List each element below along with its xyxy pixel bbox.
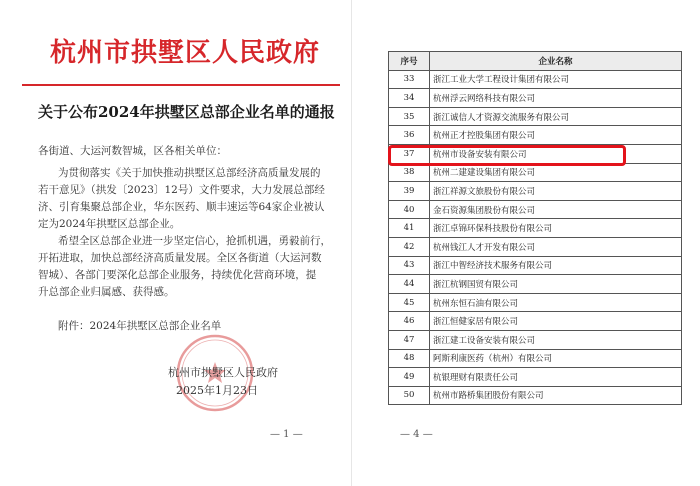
document-title: 关于公布2024年拱墅区总部企业名单的通报	[38, 103, 335, 121]
table-row	[389, 368, 682, 387]
salutation: 各街道、大运河数智城，区各相关单位：	[38, 145, 227, 157]
table-row	[389, 256, 682, 275]
table-row	[389, 70, 682, 89]
table-row	[389, 312, 682, 331]
signer: 杭州市拱墅区人民政府	[168, 366, 278, 379]
right-page	[352, 0, 700, 486]
company-name: 杭州市路桥集团股份有限公司	[430, 386, 682, 405]
column-header-company: 企业名称	[430, 52, 682, 71]
company-name: 浙江中智经济技术服务有限公司	[430, 256, 682, 275]
row-number: 33	[389, 70, 430, 89]
paragraph-2-line-1: 希望全区总部企业进一步坚定信心，抢抓机遇，勇毅前行，	[58, 235, 331, 247]
company-name: 金石资源集团股份有限公司	[430, 200, 682, 219]
row-number: 39	[389, 182, 430, 201]
paragraph-2-line-4: 升总部企业归属感、获得感。	[38, 286, 175, 298]
paragraph-1-line-1: 为贯彻落实《关于加快推动拱墅区总部经济高质量发展的	[58, 167, 321, 179]
company-name: 杭州东恒石油有限公司	[430, 293, 682, 312]
row-number: 50	[389, 386, 430, 405]
company-name: 浙江建工设备安装有限公司	[430, 330, 682, 349]
row-number: 46	[389, 312, 430, 331]
row-number: 38	[389, 163, 430, 182]
row-number: 37	[389, 144, 430, 163]
paragraph-2-line-2: 开拓进取，加快总部经济高质量发展。全区各街道（大运河数	[38, 252, 322, 264]
page-number-left: — 1 —	[270, 429, 303, 440]
company-name: 浙江工业大学工程设计集团有限公司	[430, 70, 682, 89]
paragraph-1-line-3: 济、引育集聚总部企业，华东医药、顺丰速运等64家企业被认	[38, 201, 325, 213]
row-number: 35	[389, 107, 430, 126]
row-number: 45	[389, 293, 430, 312]
column-header-number: 序号	[389, 52, 430, 71]
table-row	[389, 275, 682, 294]
table-row	[389, 107, 682, 126]
table-row	[389, 349, 682, 368]
row-number: 48	[389, 349, 430, 368]
paragraph-1-line-2: 若干意见》（拱发〔2023〕12号）文件要求，大力发展总部经	[38, 184, 325, 196]
company-name: 杭州正才控股集团有限公司	[430, 126, 682, 145]
issue-date: 2025年1月23日	[176, 384, 258, 397]
company-list-table	[388, 51, 682, 405]
company-name: 浙江祥源文旅股份有限公司	[430, 182, 682, 201]
company-name: 浙江杭钢国贸有限公司	[430, 275, 682, 294]
company-name: 浙江诚信人才资源交流服务有限公司	[430, 107, 682, 126]
attachment-line: 附件：2024年拱墅区总部企业名单	[58, 320, 222, 332]
table-row	[389, 293, 682, 312]
table-row	[389, 200, 682, 219]
row-number: 34	[389, 89, 430, 108]
table-row	[389, 89, 682, 108]
table-row	[389, 219, 682, 238]
row-number: 43	[389, 256, 430, 275]
row-number: 49	[389, 368, 430, 387]
paragraph-1-line-4: 定为2024年拱墅区总部企业。	[38, 218, 181, 230]
red-highlight-box	[388, 145, 626, 166]
company-name: 杭州钱江人才开发有限公司	[430, 237, 682, 256]
company-name: 浙江恒健家居有限公司	[430, 312, 682, 331]
row-number: 40	[389, 200, 430, 219]
row-number: 41	[389, 219, 430, 238]
company-name: 杭州二建建设集团有限公司	[430, 163, 682, 182]
table-header-row	[389, 52, 682, 71]
company-name: 杭州市设备安装有限公司	[430, 144, 682, 163]
company-name: 阿斯利康医药（杭州）有限公司	[430, 349, 682, 368]
row-number: 44	[389, 275, 430, 294]
table-row	[389, 237, 682, 256]
company-name: 浙江卓锦环保科技股份有限公司	[430, 219, 682, 238]
row-number: 47	[389, 330, 430, 349]
table-row	[389, 182, 682, 201]
government-title: 杭州市拱墅区人民政府	[50, 38, 321, 68]
company-name: 杭州浮云网络科技有限公司	[430, 89, 682, 108]
company-name: 杭银理财有限责任公司	[430, 368, 682, 387]
table-row	[389, 126, 682, 145]
table-row	[389, 330, 682, 349]
page-number-right: — 4 —	[400, 429, 433, 440]
row-number: 36	[389, 126, 430, 145]
table-row	[389, 386, 682, 405]
red-header-rule	[22, 84, 340, 86]
row-number: 42	[389, 237, 430, 256]
paragraph-2-line-3: 智城）、各部门要深化总部企业服务，持续优化营商环境，提	[38, 269, 317, 281]
